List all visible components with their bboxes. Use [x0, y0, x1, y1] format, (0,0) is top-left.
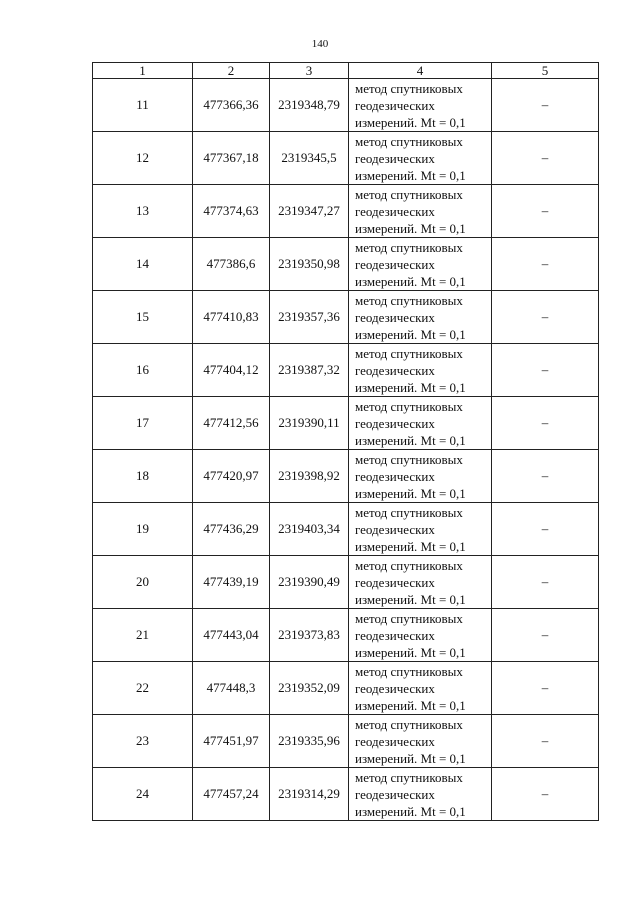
point-number-cell: 17: [93, 397, 193, 450]
x-coordinate-cell: 477451,97: [193, 715, 270, 768]
y-coordinate-cell: 2319387,32: [270, 344, 349, 397]
note-cell: –: [492, 450, 599, 503]
method-text-line: измерений. Mt = 0,1: [355, 644, 466, 660]
note-cell: –: [492, 662, 599, 715]
y-coordinate-cell: 2319347,27: [270, 185, 349, 238]
note-cell: –: [492, 79, 599, 132]
table-row: [93, 344, 599, 397]
note-cell: –: [492, 503, 599, 556]
table-body: [93, 79, 599, 821]
point-number-cell: 15: [93, 291, 193, 344]
method-text-line: метод спутниковых: [355, 239, 463, 255]
x-coordinate-cell: 477404,12: [193, 344, 270, 397]
column-header-4: 4: [349, 63, 492, 79]
column-header-3: 3: [270, 63, 349, 79]
y-coordinate-cell: 2319373,83: [270, 609, 349, 662]
x-coordinate-cell: 477367,18: [193, 132, 270, 185]
table-row: [93, 503, 599, 556]
y-coordinate-cell: 2319390,49: [270, 556, 349, 609]
method-text-line: измерений. Mt = 0,1: [355, 273, 466, 289]
point-number-cell: 18: [93, 450, 193, 503]
method-text-line: геодезических: [355, 574, 435, 590]
coordinates-table: [92, 62, 599, 821]
x-coordinate-cell: 477412,56: [193, 397, 270, 450]
method-text-line: измерений. Mt = 0,1: [355, 167, 466, 183]
method-cell: [349, 397, 492, 450]
point-number-cell: 11: [93, 79, 193, 132]
method-text-line: геодезических: [355, 97, 435, 113]
note-cell: –: [492, 556, 599, 609]
note-cell: –: [492, 768, 599, 821]
point-number-cell: 19: [93, 503, 193, 556]
table-row: [93, 397, 599, 450]
table-row: [93, 291, 599, 344]
method-text-line: геодезических: [355, 256, 435, 272]
method-text-line: геодезических: [355, 415, 435, 431]
method-text-line: метод спутниковых: [355, 133, 463, 149]
y-coordinate-cell: 2319357,36: [270, 291, 349, 344]
note-cell: –: [492, 715, 599, 768]
y-coordinate-cell: 2319314,29: [270, 768, 349, 821]
method-text-line: метод спутниковых: [355, 398, 463, 414]
method-text-line: геодезических: [355, 733, 435, 749]
table-row: [93, 450, 599, 503]
method-cell: [349, 344, 492, 397]
column-header-5: 5: [492, 63, 599, 79]
table-row: [93, 132, 599, 185]
method-cell: [349, 609, 492, 662]
method-text-line: геодезических: [355, 680, 435, 696]
method-text-line: метод спутниковых: [355, 186, 463, 202]
method-text-line: метод спутниковых: [355, 292, 463, 308]
point-number-cell: 21: [93, 609, 193, 662]
table-row: [93, 768, 599, 821]
method-text-line: измерений. Mt = 0,1: [355, 697, 466, 713]
method-text-line: метод спутниковых: [355, 769, 463, 785]
method-cell: [349, 503, 492, 556]
note-cell: –: [492, 132, 599, 185]
method-cell: [349, 79, 492, 132]
point-number-cell: 12: [93, 132, 193, 185]
method-cell: [349, 662, 492, 715]
method-text-line: измерений. Mt = 0,1: [355, 803, 466, 819]
method-text-line: метод спутниковых: [355, 345, 463, 361]
method-text-line: метод спутниковых: [355, 663, 463, 679]
method-text-line: измерений. Mt = 0,1: [355, 114, 466, 130]
method-cell: [349, 132, 492, 185]
method-cell: [349, 238, 492, 291]
x-coordinate-cell: 477366,36: [193, 79, 270, 132]
column-header-2: 2: [193, 63, 270, 79]
method-text-line: метод спутниковых: [355, 716, 463, 732]
column-header-1: 1: [93, 63, 193, 79]
method-text-line: метод спутниковых: [355, 557, 463, 573]
method-cell: [349, 715, 492, 768]
note-cell: –: [492, 291, 599, 344]
method-text-line: измерений. Mt = 0,1: [355, 432, 466, 448]
x-coordinate-cell: 477457,24: [193, 768, 270, 821]
method-text-line: измерений. Mt = 0,1: [355, 538, 466, 554]
method-text-line: геодезических: [355, 150, 435, 166]
table-row: [93, 79, 599, 132]
y-coordinate-cell: 2319352,09: [270, 662, 349, 715]
x-coordinate-cell: 477439,19: [193, 556, 270, 609]
method-text-line: геодезических: [355, 786, 435, 802]
method-text-line: измерений. Mt = 0,1: [355, 485, 466, 501]
method-text-line: геодезических: [355, 362, 435, 378]
y-coordinate-cell: 2319390,11: [270, 397, 349, 450]
table-header-row: [93, 63, 599, 79]
point-number-cell: 22: [93, 662, 193, 715]
method-cell: [349, 291, 492, 344]
method-text-line: геодезических: [355, 468, 435, 484]
x-coordinate-cell: 477374,63: [193, 185, 270, 238]
x-coordinate-cell: 477386,6: [193, 238, 270, 291]
x-coordinate-cell: 477443,04: [193, 609, 270, 662]
method-text-line: измерений. Mt = 0,1: [355, 326, 466, 342]
point-number-cell: 24: [93, 768, 193, 821]
y-coordinate-cell: 2319403,34: [270, 503, 349, 556]
point-number-cell: 14: [93, 238, 193, 291]
y-coordinate-cell: 2319398,92: [270, 450, 349, 503]
x-coordinate-cell: 477410,83: [193, 291, 270, 344]
y-coordinate-cell: 2319345,5: [270, 132, 349, 185]
note-cell: –: [492, 397, 599, 450]
note-cell: –: [492, 238, 599, 291]
method-text-line: геодезических: [355, 309, 435, 325]
method-text-line: измерений. Mt = 0,1: [355, 750, 466, 766]
y-coordinate-cell: 2319348,79: [270, 79, 349, 132]
method-cell: [349, 556, 492, 609]
method-text-line: геодезических: [355, 627, 435, 643]
method-text-line: геодезических: [355, 203, 435, 219]
table-row: [93, 715, 599, 768]
table-row: [93, 609, 599, 662]
note-cell: –: [492, 185, 599, 238]
x-coordinate-cell: 477436,29: [193, 503, 270, 556]
table-row: [93, 185, 599, 238]
y-coordinate-cell: 2319350,98: [270, 238, 349, 291]
method-text-line: измерений. Mt = 0,1: [355, 220, 466, 236]
method-text-line: измерений. Mt = 0,1: [355, 379, 466, 395]
table-row: [93, 556, 599, 609]
page-number: 140: [311, 38, 329, 50]
method-cell: [349, 185, 492, 238]
table-row: [93, 238, 599, 291]
y-coordinate-cell: 2319335,96: [270, 715, 349, 768]
method-text-line: измерений. Mt = 0,1: [355, 591, 466, 607]
method-text-line: метод спутниковых: [355, 451, 463, 467]
method-text-line: геодезических: [355, 521, 435, 537]
x-coordinate-cell: 477448,3: [193, 662, 270, 715]
x-coordinate-cell: 477420,97: [193, 450, 270, 503]
note-cell: –: [492, 344, 599, 397]
method-text-line: метод спутниковых: [355, 504, 463, 520]
method-cell: [349, 450, 492, 503]
point-number-cell: 23: [93, 715, 193, 768]
method-text-line: метод спутниковых: [355, 80, 463, 96]
point-number-cell: 16: [93, 344, 193, 397]
table-row: [93, 662, 599, 715]
point-number-cell: 20: [93, 556, 193, 609]
method-cell: [349, 768, 492, 821]
note-cell: –: [492, 609, 599, 662]
point-number-cell: 13: [93, 185, 193, 238]
method-text-line: метод спутниковых: [355, 610, 463, 626]
